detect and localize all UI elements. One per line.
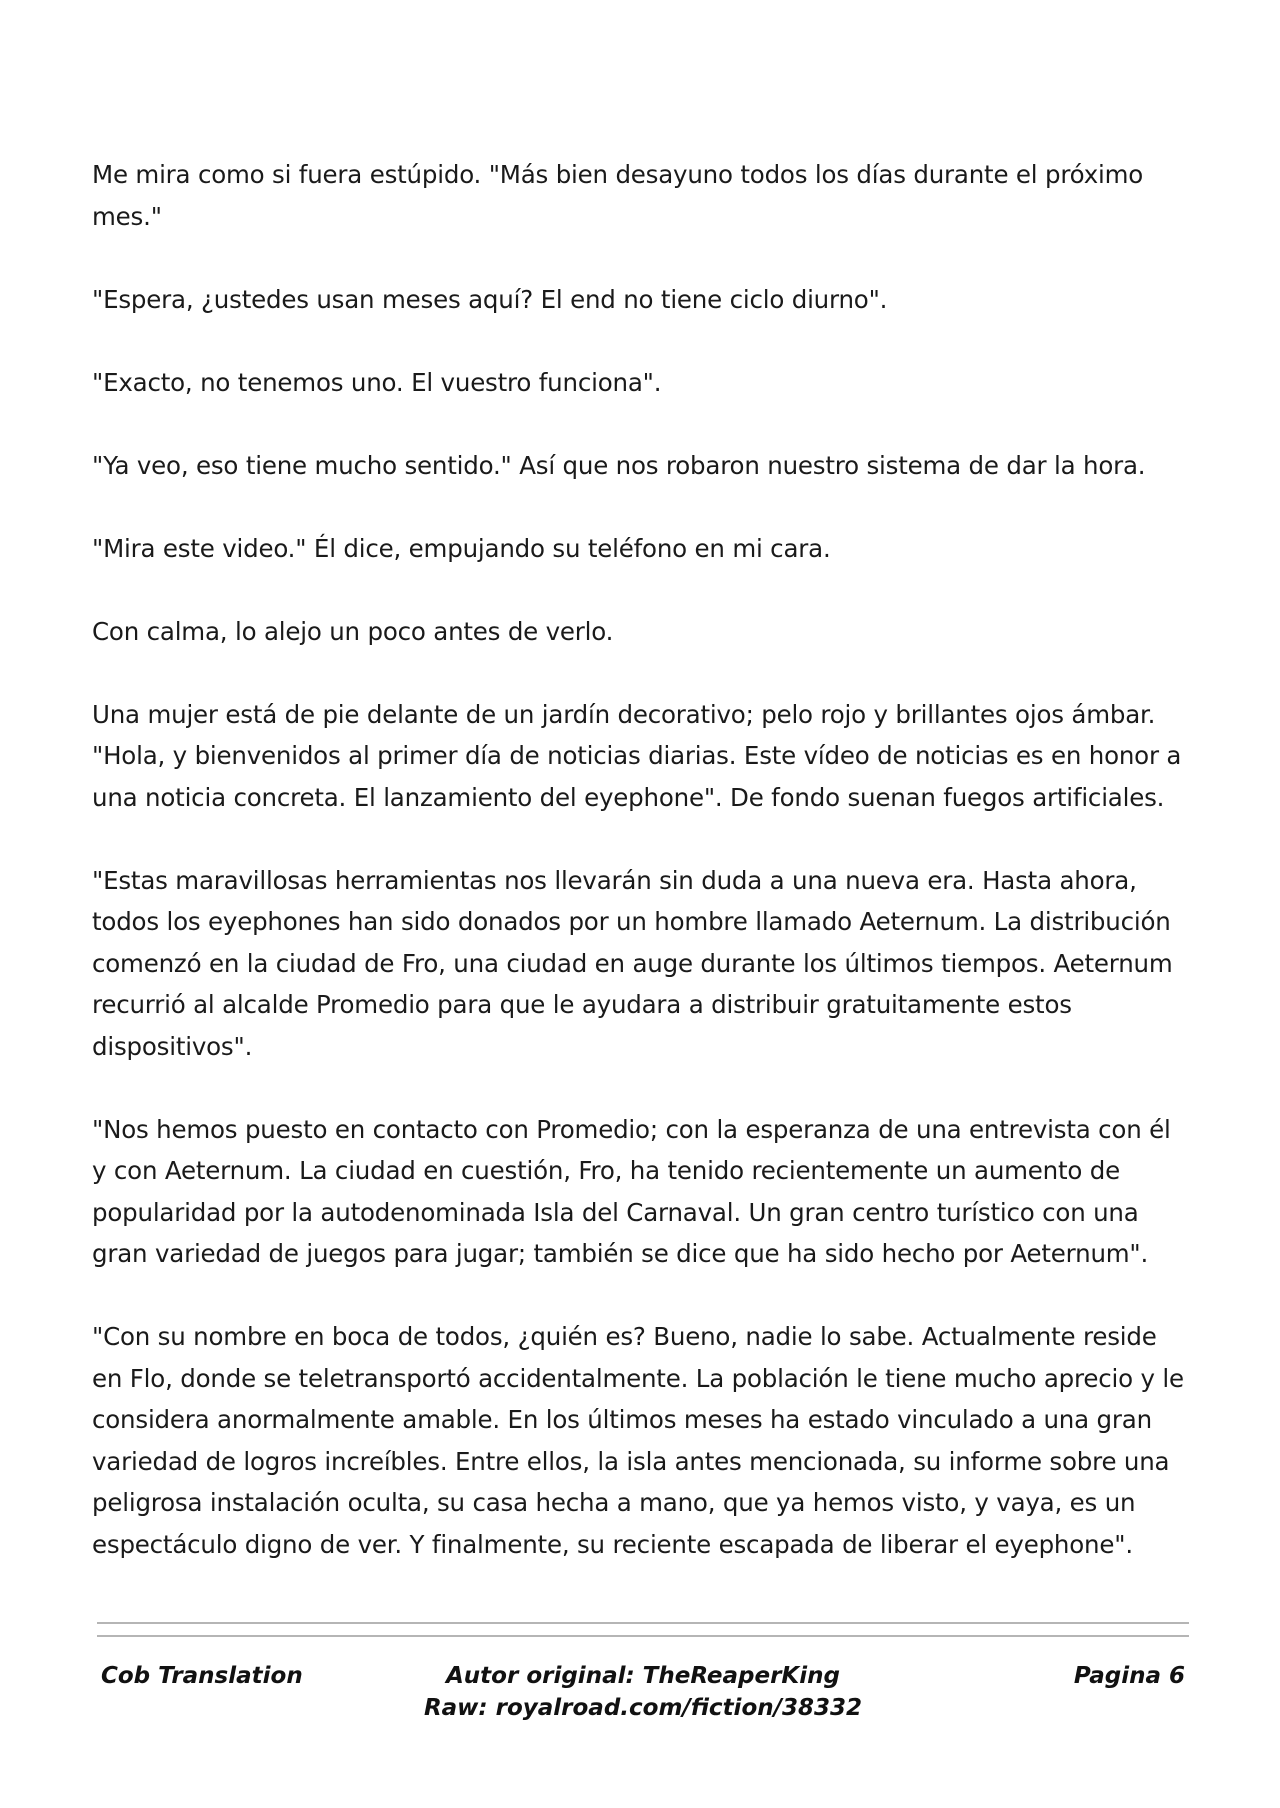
footer-raw-source: Raw: royalroad.com/fiction/38332: [423, 1695, 863, 1721]
paragraph-1: Me mira como si fuera estúpido. "Más bien desayuno todos los días durante el próximo mes.": [92, 160, 1144, 231]
paragraph-2: "Espera, ¿ustedes usan meses aquí? El end no tiene ciclo diurno".: [92, 284, 888, 314]
footer-divider-top: [97, 1622, 1189, 1624]
footer-page-number: Pagina 6: [1073, 1663, 1185, 1689]
footer-credits: [97, 1660, 1189, 1724]
paragraph-9: "Nos hemos puesto en contacto con Promedio; con la esperanza de una entrevista con él y con Aeternum. La ciudad en cuestión, Fro, ha tenido recientemente un aumento de popularidad por la autodenominada Isla del Carnaval. Un gran centro turístico con una gran variedad de juegos para jugar; también se dice que ha sido hecho por Aeternum".: [92, 1114, 1171, 1268]
paragraph-4: "Ya veo, eso tiene mucho sentido." Así que nos robaron nuestro sistema de dar la hora.: [92, 450, 1146, 480]
paragraph-3: "Exacto, no tenemos uno. El vuestro funciona".: [92, 367, 662, 397]
paragraph-10: "Con su nombre en boca de todos, ¿quién es? Bueno, nadie lo sabe. Actualmente reside en Flo, donde se teletransportó accidentalmente. La población le tiene mucho aprecio y le considera anormalmente amable. En los últimos meses ha estado vinculado a una gran variedad de logros increíbles. Entre ellos, la isla antes mencionada, su informe sobre una peligrosa instalación oculta, su casa hecha a mano, que ya hemos visto, y vaya, es un espectáculo digno de ver. Y finalmente, su reciente escapada de liberar el eyephone".: [92, 1322, 1184, 1559]
footer-translator: Cob Translation: [101, 1663, 303, 1689]
paragraph-6: Con calma, lo alejo un poco antes de verlo.: [92, 616, 614, 646]
paragraph-8: "Estas maravillosas herramientas nos llevarán sin duda a una nueva era. Hasta ahora, todos los eyephones han sido donados por un hombre llamado Aeternum. La distribución comenzó en la ciudad de Fro, una ciudad en auge durante los últimos tiempos. Aeternum recurrió al alcalde Promedio para que le ayudara a distribuir gratuitamente estos dispositivos".: [92, 865, 1173, 1061]
paragraph-5: "Mira este video." Él dice, empujando su teléfono en mi cara.: [92, 533, 831, 563]
paragraph-7: Una mujer está de pie delante de un jardín decorativo; pelo rojo y brillantes ojos ámbar. "Hola, y bienvenidos al primer día de noticias diarias. Este vídeo de noticias es en honor a una noticia concreta. El lanzamiento del eyephone". De fondo suenan fuegos artificiales.: [92, 699, 1182, 812]
footer-divider-bottom: [97, 1635, 1189, 1637]
footer-original-author: Autor original: TheReaperKing: [446, 1663, 840, 1689]
body-text: [92, 154, 1192, 1607]
